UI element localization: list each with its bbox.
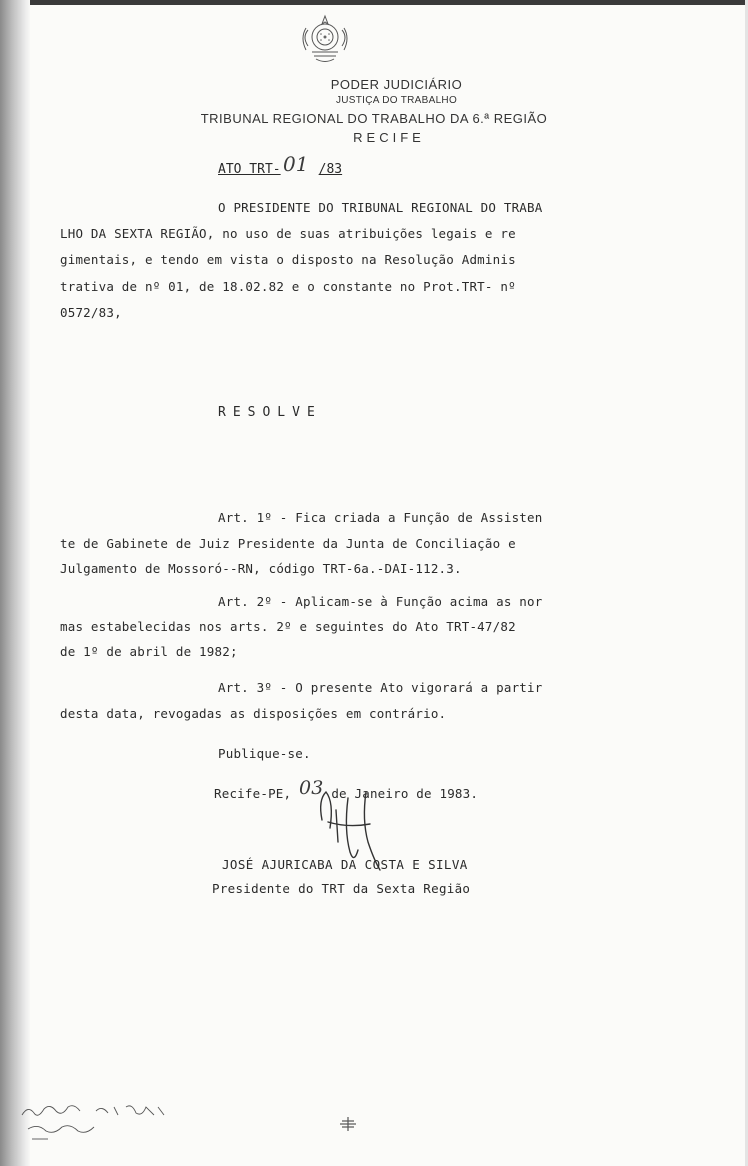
header-court: JUSTIÇA DO TRABALHO <box>335 95 458 106</box>
article-1-line: te de Gabinete de Juiz Presidente da Junta de Conciliação e <box>60 536 516 551</box>
publish-line: Publique-se. <box>218 746 311 761</box>
signatory-name: JOSÉ AJURICABA DA COSTA E SILVA <box>222 857 468 872</box>
article-1-line: Julgamento de Mossoró--RN, código TRT-6a.-DAI-112.3. <box>60 561 462 576</box>
top-edge <box>0 0 748 5</box>
act-identifier <box>218 162 342 177</box>
preamble-line: gimentais, e tendo em vista o disposto na Resolução Adminis <box>60 252 516 267</box>
header-city: RECIFE <box>353 130 425 145</box>
article-3-line: desta data, revogadas as disposições em contrário. <box>60 706 447 721</box>
act-year: /83 <box>318 162 343 177</box>
article-3-line: Art. 3º - O presente Ato vigorará a partir <box>218 680 543 695</box>
resolve-heading: RESOLVE <box>218 405 322 420</box>
coat-of-arms-seal-icon <box>296 10 354 68</box>
preamble-line: trativa de nº 01, de 18.02.82 e o constante no Prot.TRT- nº <box>60 279 516 294</box>
article-2-line: mas estabelecidas nos arts. 2º e seguintes do Ato TRT-47/82 <box>60 619 516 634</box>
signatory-title: Presidente do TRT da Sexta Região <box>212 881 471 896</box>
act-number-handwritten: 01 <box>283 152 309 176</box>
preamble-line: O PRESIDENTE DO TRIBUNAL REGIONAL DO TRABA <box>218 200 543 215</box>
header-tribunal: TRIBUNAL REGIONAL DO TRABALHO DA 6.ª REGIÃO <box>200 111 548 126</box>
margin-handwritten-note <box>18 1093 188 1143</box>
article-2-line: Art. 2º - Aplicam-se à Função acima as nor <box>218 594 543 609</box>
preamble-line: 0572/83, <box>60 305 122 320</box>
day-handwritten: 03 <box>299 777 324 799</box>
preamble-line: LHO DA SEXTA REGIÃO, no uso de suas atribuições legais e re <box>60 226 516 241</box>
place-date-suffix: de Janeiro de 1983. <box>331 786 479 801</box>
place-date-prefix: Recife-PE, <box>214 786 292 801</box>
act-prefix: ATO TRT- <box>218 162 281 177</box>
binding-shadow <box>0 0 30 1166</box>
cross-mark-icon <box>338 1116 358 1132</box>
header-branch: PODER JUDICIÁRIO <box>330 77 463 92</box>
article-1-line: Art. 1º - Fica criada a Função de Assisten <box>218 510 543 525</box>
article-2-line: de 1º de abril de 1982; <box>60 644 238 659</box>
